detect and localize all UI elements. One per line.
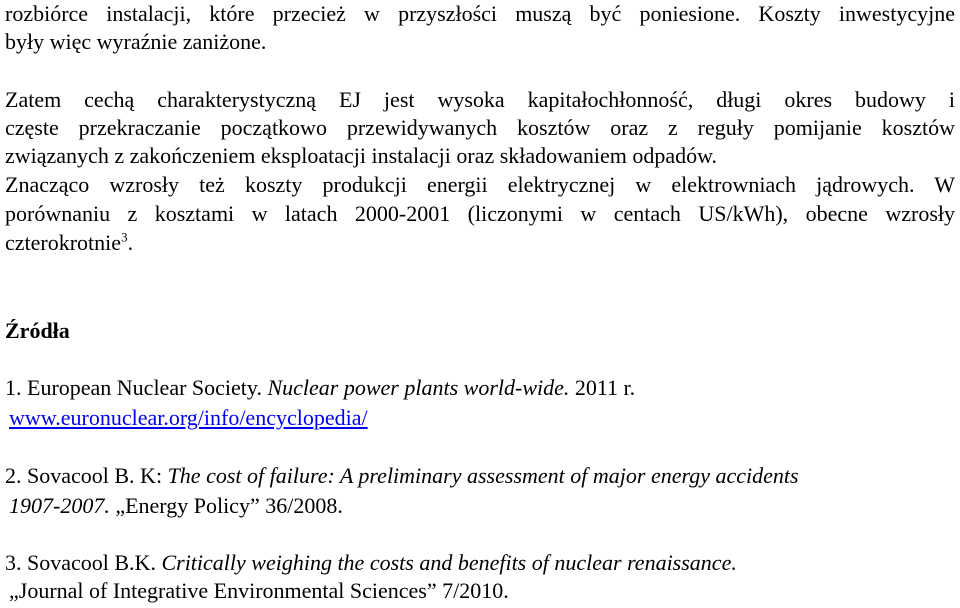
- reference-1-title: Nuclear power plants world-wide.: [267, 375, 570, 400]
- paragraph-2-line-5: porównaniu z kosztami w latach 2000-2001 (liczonymi w centach US/kWh), obecne wzrosły: [5, 201, 955, 226]
- paragraph-1-line-2: były więc wyraźnie zaniżone.: [5, 29, 267, 54]
- paragraph-2-line-1: Zatem cechą charakterystyczną EJ jest wysoka kapitałochłonność, długi okres budowy i: [5, 87, 955, 112]
- reference-3-line-2: „Journal of Integrative Environmental Sciences” 7/2010.: [9, 578, 509, 603]
- paragraph-2-line-2: częste przekraczanie początkowo przewidywanych kosztów oraz z reguły pomijanie kosztów: [5, 115, 955, 140]
- reference-3-title: Critically weighing the costs and benefits of nuclear renaissance.: [161, 550, 737, 575]
- reference-2: [5, 463, 799, 489]
- reference-1-prefix: 1. European Nuclear Society.: [5, 375, 268, 400]
- reference-3: [5, 550, 737, 576]
- sources-heading: Źródła: [5, 318, 70, 343]
- paragraph-2-line-6-text: czterokrotnie: [5, 230, 122, 255]
- reference-1-link-line: [9, 405, 368, 431]
- paragraph-2-line-6: [5, 230, 133, 256]
- reference-1: [5, 375, 635, 401]
- reference-2-prefix: 2. Sovacool B. K:: [5, 463, 168, 488]
- paragraph-2-line-3: związanych z zakończeniem eksploatacji instalacji oraz składowaniem odpadów.: [5, 143, 718, 168]
- footnote-reference: 3: [121, 229, 128, 245]
- reference-2-title: The cost of failure: A preliminary assessment of major energy accidents: [167, 463, 799, 488]
- reference-1-link[interactable]: www.euronuclear.org/info/encyclopedia/: [9, 405, 368, 430]
- paragraph-2-line-6-end: .: [127, 230, 134, 255]
- reference-1-suffix: 2011 r.: [569, 375, 636, 400]
- reference-2-line-2: [9, 493, 343, 519]
- reference-2-journal: „Energy Policy” 36/2008.: [109, 493, 343, 518]
- paragraph-1-line-1: rozbiórce instalacji, które przecież w przyszłości muszą być poniesione. Koszty inwestycyjne: [5, 1, 955, 26]
- reference-2-years: 1907-2007.: [9, 493, 110, 518]
- reference-3-prefix: 3. Sovacool B.K.: [5, 550, 162, 575]
- paragraph-2-line-4: Znacząco wzrosły też koszty produkcji energii elektrycznej w elektrowniach jądrowych. W: [5, 172, 955, 197]
